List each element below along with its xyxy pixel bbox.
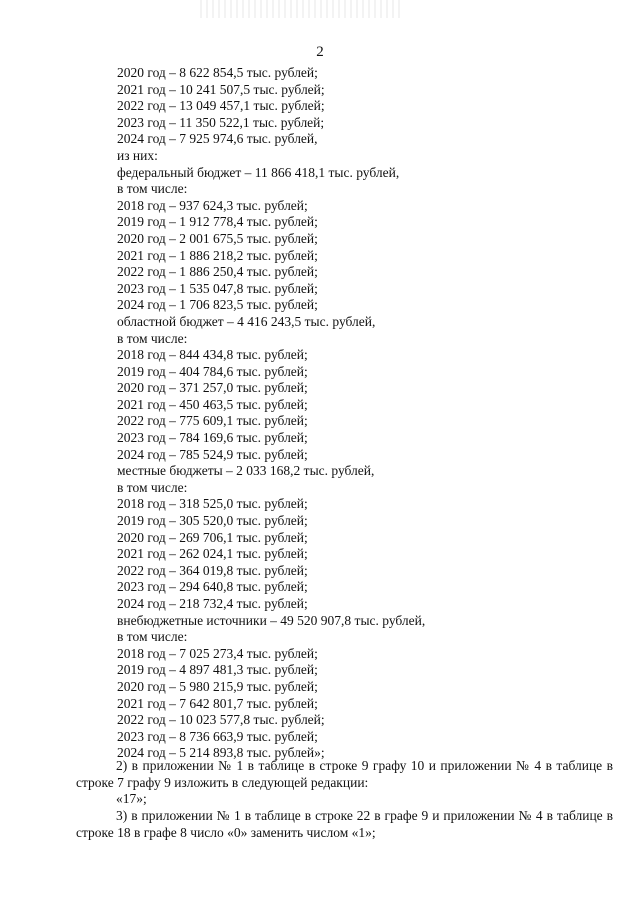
text-line: 2022 год – 775 609,1 тыс. рублей; xyxy=(117,413,308,429)
text-line: из них: xyxy=(117,147,158,163)
text-line: 2018 год – 937 624,3 тыс. рублей; xyxy=(117,197,308,213)
paragraph-item-2 xyxy=(76,758,613,808)
text-line: в том числе: xyxy=(117,629,188,645)
text-line: внебюджетные источники – 49 520 907,8 тыс. рублей, xyxy=(117,612,426,628)
text-line: 2023 год – 8 736 663,9 тыс. рублей; xyxy=(117,728,318,744)
text-line: 2018 год – 7 025 273,4 тыс. рублей; xyxy=(117,645,318,661)
text-line: 2024 год – 5 214 893,8 тыс. рублей»; xyxy=(117,745,325,761)
text-line: 2022 год – 364 019,8 тыс. рублей; xyxy=(117,562,308,578)
paragraph-item-2-text: 2) в приложении № 1 в таблице в строке 9 графу 10 и приложении № 4 в таблице в строке 7 графу 9 изложить в следующей редакции: xyxy=(76,758,613,790)
paragraph-item-3 xyxy=(76,808,613,841)
text-line: 2022 год – 1 886 250,4 тыс. рублей; xyxy=(117,264,318,280)
text-line: 2022 год – 10 023 577,8 тыс. рублей; xyxy=(117,712,325,728)
text-line: 2019 год – 404 784,6 тыс. рублей; xyxy=(117,363,308,379)
text-line: 2023 год – 1 535 047,8 тыс. рублей; xyxy=(117,280,318,296)
text-line: федеральный бюджет – 11 866 418,1 тыс. рублей, xyxy=(117,164,400,180)
text-line: 2021 год – 7 642 801,7 тыс. рублей; xyxy=(117,695,318,711)
text-line: 2021 год – 262 024,1 тыс. рублей; xyxy=(117,546,308,562)
paragraph-item-2-quote: «17»; xyxy=(116,791,147,807)
text-line: 2023 год – 784 169,6 тыс. рублей; xyxy=(117,430,308,446)
text-line: 2020 год – 269 706,1 тыс. рублей; xyxy=(117,529,308,545)
text-line: 2018 год – 318 525,0 тыс. рублей; xyxy=(117,496,308,512)
paragraph-item-3-text: 3) в приложении № 1 в таблице в строке 22 в графе 9 и приложении № 4 в таблице в строке 18 в графе 8 число «0» заменить числом «1»; xyxy=(76,808,613,840)
text-line: областной бюджет – 4 416 243,5 тыс. рублей, xyxy=(117,313,376,329)
text-line: 2021 год – 1 886 218,2 тыс. рублей; xyxy=(117,247,318,263)
text-line: 2023 год – 11 350 522,1 тыс. рублей; xyxy=(117,114,325,130)
text-line: 2018 год – 844 434,8 тыс. рублей; xyxy=(117,347,308,363)
text-line: в том числе: xyxy=(117,479,188,495)
text-line: 2020 год – 2 001 675,5 тыс. рублей; xyxy=(117,230,318,246)
text-line: 2019 год – 1 912 778,4 тыс. рублей; xyxy=(117,214,318,230)
text-line: 2020 год – 5 980 215,9 тыс. рублей; xyxy=(117,678,318,694)
text-line: 2020 год – 371 257,0 тыс. рублей; xyxy=(117,380,308,396)
text-line: 2020 год – 8 622 854,5 тыс. рублей; xyxy=(117,65,318,80)
text-line: 2024 год – 218 732,4 тыс. рублей; xyxy=(117,596,308,611)
text-line: 2024 год – 1 706 823,5 тыс. рублей; xyxy=(117,297,318,313)
text-line: в том числе: xyxy=(117,181,188,197)
scan-artifact xyxy=(200,0,400,18)
text-line: в том числе: xyxy=(117,330,188,346)
text-line: 2023 год – 294 640,8 тыс. рублей; xyxy=(117,579,308,595)
text-line: 2021 год – 10 241 507,5 тыс. рублей; xyxy=(117,81,325,97)
text-line: местные бюджеты – 2 033 168,2 тыс. рублей, xyxy=(117,463,375,479)
text-line: 2024 год – 7 925 974,6 тыс. рублей, xyxy=(117,131,318,147)
text-line: 2022 год – 13 049 457,1 тыс. рублей; xyxy=(117,98,325,114)
text-line: 2019 год – 4 897 481,3 тыс. рублей; xyxy=(117,662,318,678)
page-number: 2 xyxy=(316,44,324,60)
budget-lines xyxy=(117,65,620,762)
text-line: 2024 год – 785 524,9 тыс. рублей; xyxy=(117,446,308,462)
text-line: 2019 год – 305 520,0 тыс. рублей; xyxy=(117,513,308,529)
text-line: 2021 год – 450 463,5 тыс. рублей; xyxy=(117,396,308,412)
